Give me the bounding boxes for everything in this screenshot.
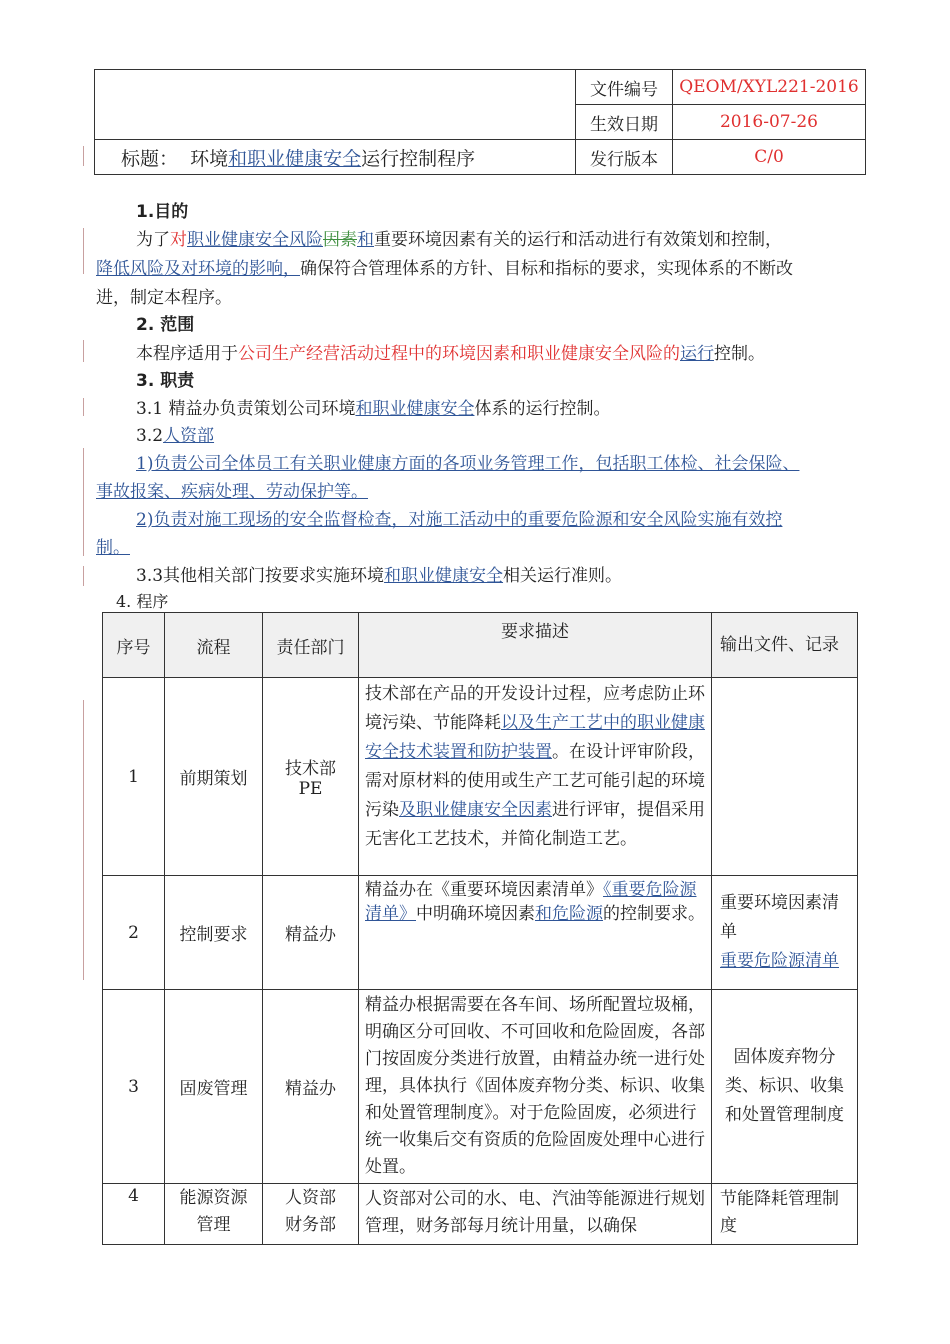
section-1-heading: 1.目的 <box>136 202 189 222</box>
header-blank-cell <box>95 70 576 140</box>
table-row <box>103 1184 858 1245</box>
text-run: 因素 <box>323 230 357 250</box>
flow-text: 能源资源管理 <box>179 1188 248 1235</box>
title-part-c: 运行控制程序 <box>361 147 476 170</box>
revision-bar <box>83 448 84 556</box>
procedure-table <box>102 612 858 1245</box>
text-run: 职业健康安全风险 <box>187 230 323 250</box>
text-run: 精益办在《重要环境因素清单》 <box>365 880 603 900</box>
col-header: 输出文件、记录 <box>712 613 858 678</box>
text-run: 3.2 <box>136 426 164 446</box>
text-run: 及职业健康安全因素 <box>399 800 552 820</box>
purpose-line-3: 进，制定本程序。 <box>96 288 232 308</box>
row-dept <box>263 1184 359 1245</box>
document-title <box>95 140 576 175</box>
table-row <box>103 876 858 990</box>
row-description <box>359 876 712 990</box>
row-output <box>712 876 858 990</box>
table-row <box>103 678 858 876</box>
col-header: 流程 <box>165 613 263 678</box>
text-run: 以及生产工艺中的职业健康安全技术装置和防护装置 <box>365 713 705 762</box>
purpose-line-1 <box>136 226 916 254</box>
doc-number-label: 文件编号 <box>576 70 673 105</box>
revision-bar <box>83 340 84 362</box>
row-output: 节能降耗管理制度 <box>712 1184 858 1245</box>
row-flow <box>165 1184 263 1245</box>
revision-bar <box>83 700 84 980</box>
duty-3-2-item-1-line-2: 事故报案、疾病处理、劳动保护等。 <box>96 482 368 502</box>
row-flow: 固废管理 <box>165 990 263 1184</box>
effective-date-label: 生效日期 <box>576 105 673 140</box>
text-run: 对 <box>170 230 187 250</box>
row-flow: 控制要求 <box>165 876 263 990</box>
dept-line: 财务部 <box>285 1215 336 1235</box>
duty-3-1 <box>136 395 916 423</box>
revision-bar <box>83 228 84 274</box>
output-line: 重要环境因素清单 <box>720 893 839 942</box>
version-value: C/0 <box>673 140 866 175</box>
revision-bar <box>83 566 84 586</box>
row-no: 1 <box>103 678 165 876</box>
text-run: 《重要危险源清单》 <box>365 880 697 924</box>
table-header-row <box>103 613 858 678</box>
row-dept: 精益办 <box>263 876 359 990</box>
text-run: 技术部在产品的开发设计过程，应考虑防止环境污染、节能降耗 <box>365 684 705 733</box>
text-run: 控制。 <box>714 344 765 364</box>
effective-date-value: 2016-07-26 <box>673 105 866 140</box>
text-run: 相关运行准则。 <box>503 566 623 586</box>
text-run: 进行评审，提倡采用无害化工艺技术，并简化制造工艺。 <box>365 800 705 849</box>
text-run: 的控制要求。 <box>603 904 705 924</box>
text-run: 和 <box>357 230 374 250</box>
dept-line: PE <box>298 779 323 799</box>
text-run: 本程序适用于 <box>136 344 238 364</box>
text-run: 和危险源 <box>535 904 603 924</box>
text-run: 运行 <box>680 344 714 364</box>
text-run: 3.1 精益办负责策划公司环境 <box>136 399 356 419</box>
revision-bar <box>83 398 84 416</box>
table-row <box>103 990 858 1184</box>
row-dept: 精益办 <box>263 990 359 1184</box>
purpose-line-2 <box>96 255 876 283</box>
text-run: 降低风险及对环境的影响， <box>96 259 300 279</box>
duty-3-2-item-2-line-2: 制。 <box>96 538 130 558</box>
row-description: 人资部对公司的水、电、汽油等能源进行规划管理，财务部每月统计用量，以确保 <box>359 1184 712 1245</box>
text-run: 重要环境因素有关的运行和活动进行有效策划和控制， <box>374 230 782 250</box>
row-no: 4 <box>103 1184 165 1245</box>
section-2-heading: 2. 范围 <box>136 315 195 335</box>
version-label: 发行版本 <box>576 140 673 175</box>
text-run: 中明确环境因素 <box>416 904 535 924</box>
text-run: 和职业健康安全 <box>384 566 504 586</box>
row-description: 精益办根据需要在各车间、场所配置垃圾桶，明确区分可回收、不可回收和危险固废，各部门按固废分类进行放置，由精益办统一进行处理，具体执行《固体废弃物分类、标识、收集和处置管理制度》。对于危险固废，必须进行统一收集后交有资质的危险固废处理中心进行处置。 <box>359 990 712 1184</box>
title-part-b: 和职业健康安全 <box>228 147 362 170</box>
doc-number-value: QEOM/XYL221-2016 <box>673 70 866 105</box>
row-no: 2 <box>103 876 165 990</box>
title-prefix: 标题： <box>121 147 179 170</box>
section-3-heading: 3. 职责 <box>136 371 195 391</box>
text-run: 3.3其他相关部门按要求实施环境 <box>136 566 385 586</box>
row-dept <box>263 678 359 876</box>
row-output <box>712 678 858 876</box>
duty-3-2-item-1-line-1: 1)负责公司全体员工有关职业健康方面的各项业务管理工作，包括职工体检、社会保险、 <box>136 454 800 474</box>
dept-line: 人资部 <box>285 1188 336 1208</box>
text-run: 公司生产经营活动过程中的环境因素和职业健康安全风险的 <box>238 344 680 364</box>
output-line: 重要危险源清单 <box>720 951 839 971</box>
revision-bar <box>83 146 84 166</box>
row-flow: 前期策划 <box>165 678 263 876</box>
col-header: 要求描述 <box>359 613 712 678</box>
text-run: 人资部 <box>163 426 215 446</box>
row-output: 固体废弃物分类、标识、收集和处置管理制度 <box>712 990 858 1184</box>
text-run: 和职业健康安全 <box>355 399 475 419</box>
section-4-heading: 4. 程序 <box>116 592 169 611</box>
scope-line <box>136 340 916 368</box>
text-run: 。在设计评审阶段，需对原材料的使用或生产工艺可能引起的环境污染 <box>365 742 705 820</box>
text-run: 体系的运行控制。 <box>474 399 611 419</box>
text-run: 为了 <box>136 230 170 250</box>
text-run: 确保符合管理体系的方针、目标和指标的要求，实现体系的不断改 <box>300 259 793 279</box>
row-description <box>359 678 712 876</box>
document-header-table <box>94 69 866 175</box>
row-no: 3 <box>103 990 165 1184</box>
title-part-a: 环境 <box>190 147 229 170</box>
col-header: 责任部门 <box>263 613 359 678</box>
duty-3-2 <box>136 422 916 450</box>
duty-3-3 <box>136 562 916 590</box>
dept-line: 技术部 <box>285 759 336 779</box>
duty-3-2-item-2-line-1: 2)负责对施工现场的安全监督检查，对施工活动中的重要危险源和安全风险实施有效控 <box>136 510 783 530</box>
col-header: 序号 <box>103 613 165 678</box>
